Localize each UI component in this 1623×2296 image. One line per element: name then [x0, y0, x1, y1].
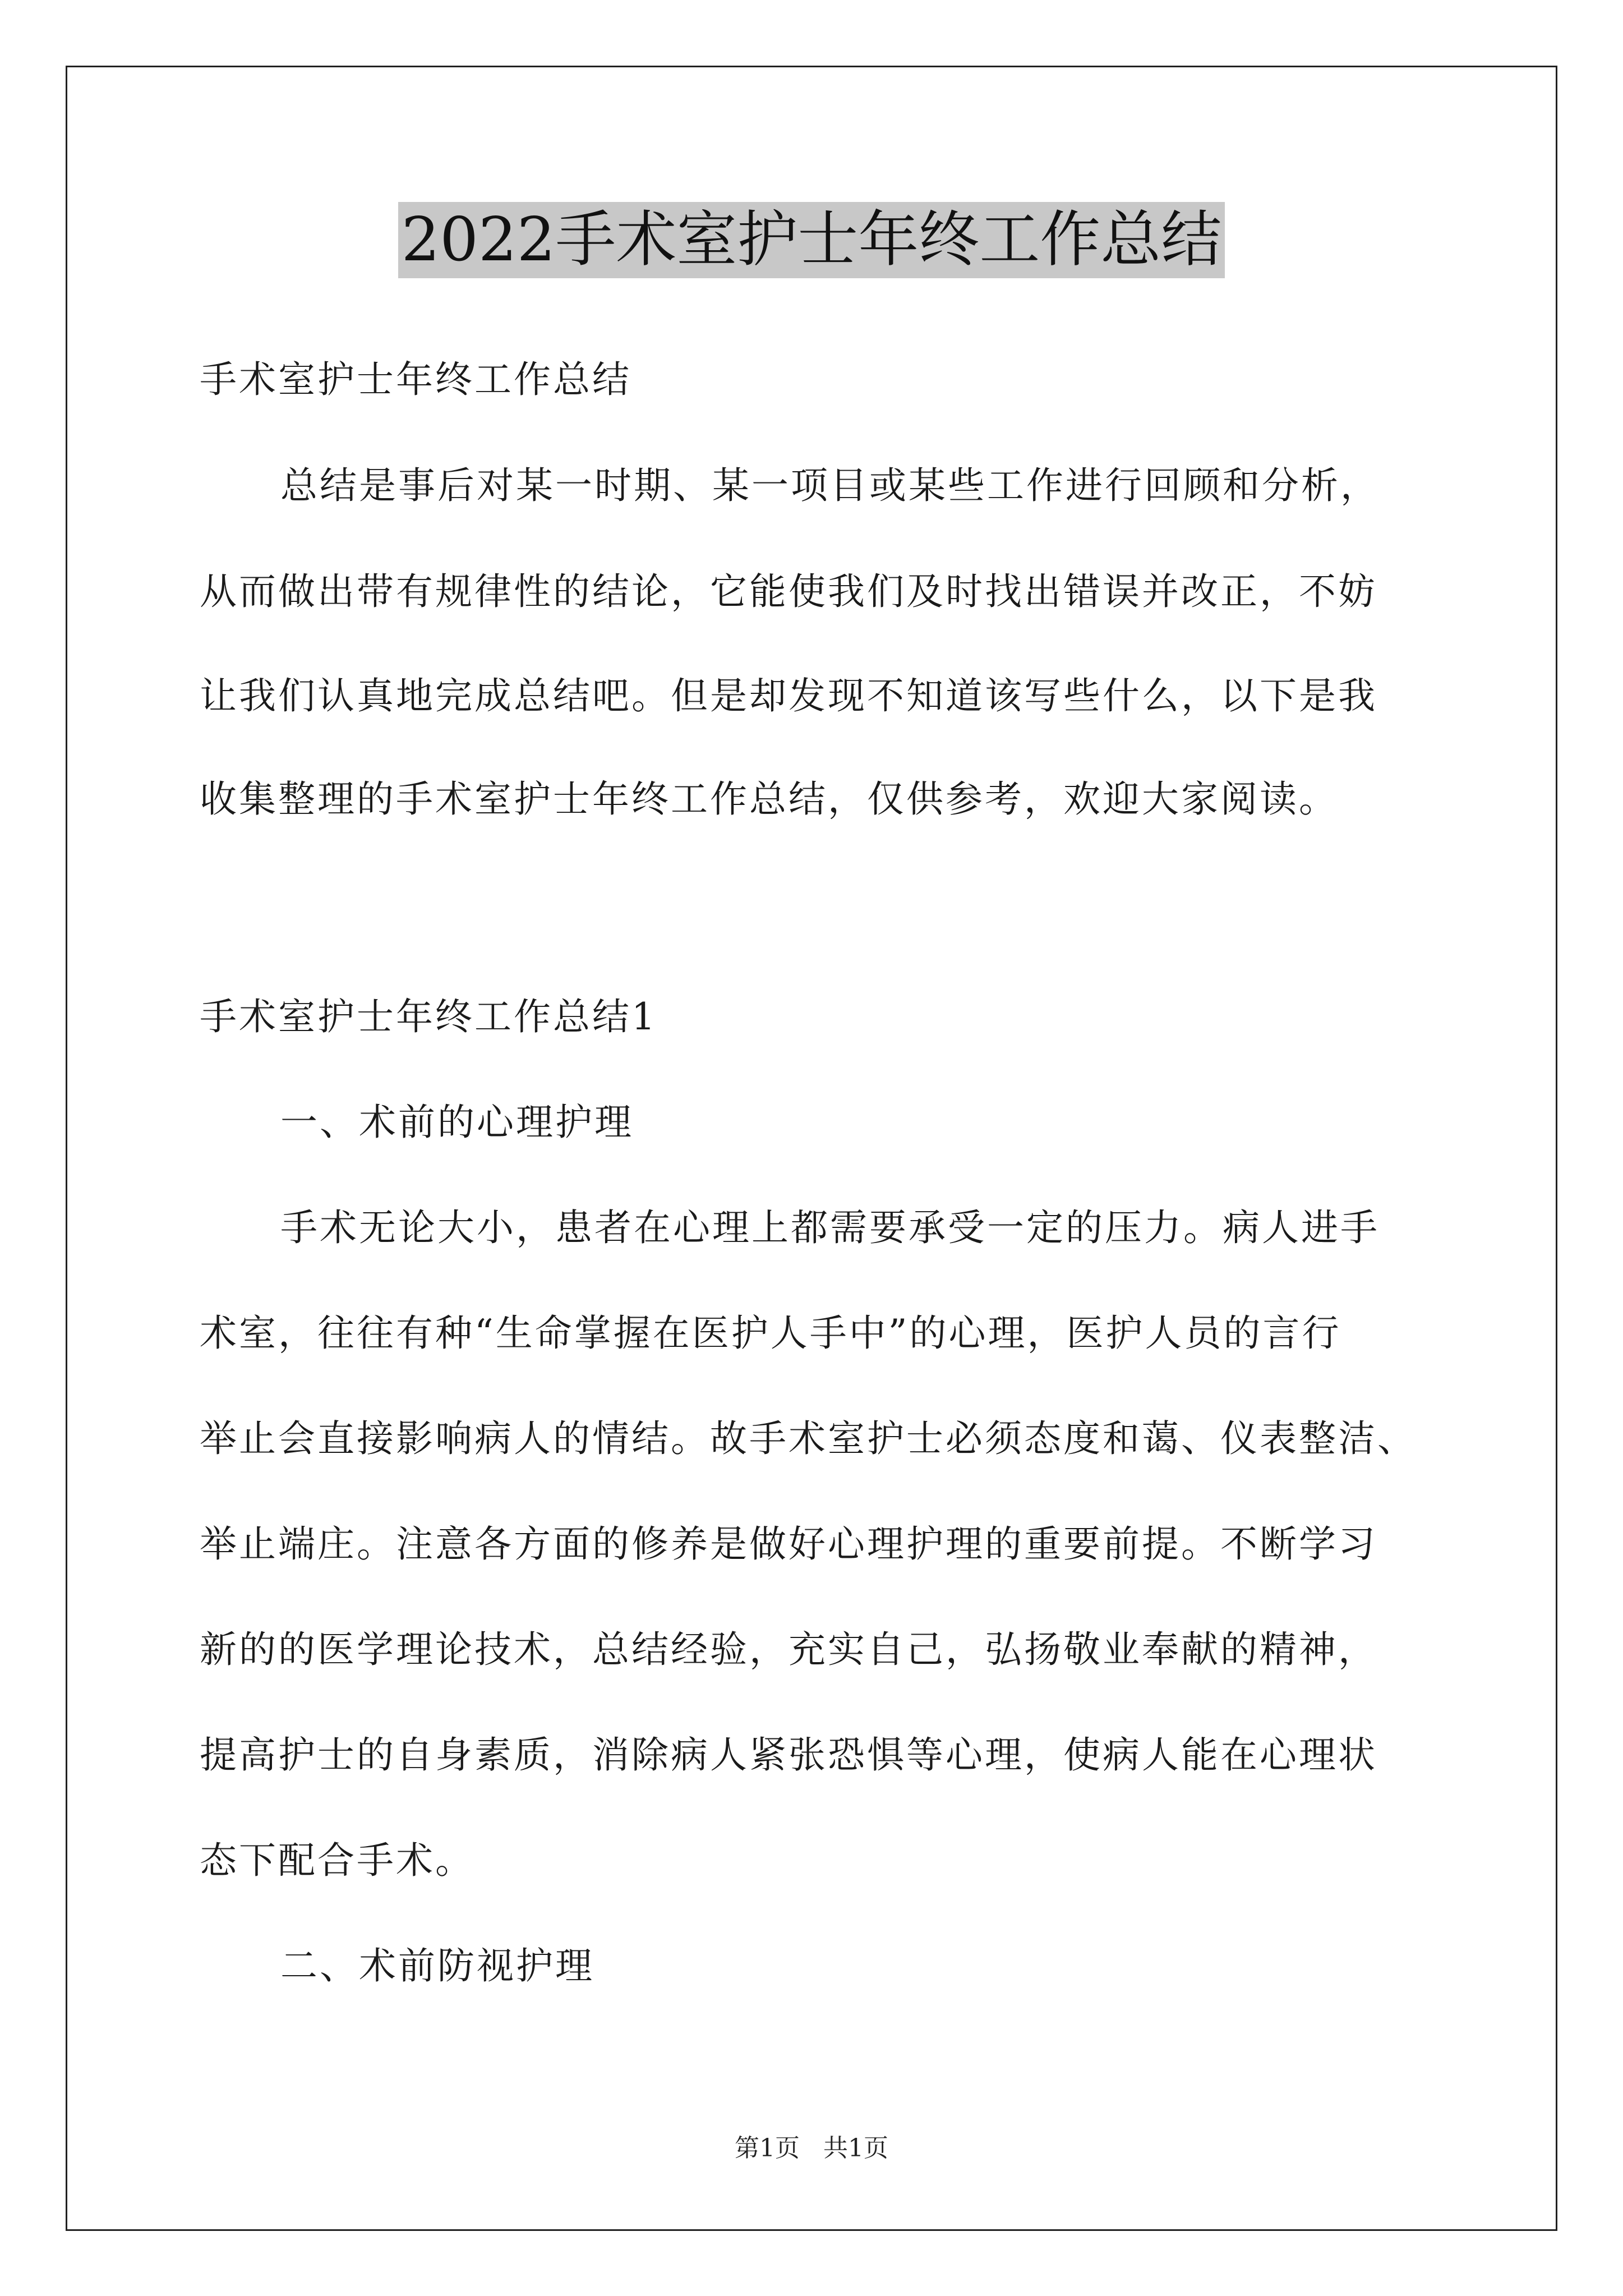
part1-line-5: 新的的医学理论技术，总结经验，充实自己，弘扬敬业奉献的精神， [200, 1628, 1377, 1671]
intro-line-1: 总结是事后对某一时期、某一项目或某些工作进行回顾和分析， [280, 464, 1380, 507]
document-subtitle: 手术室护士年终工作总结 [200, 358, 631, 401]
intro-line-2: 从而做出带有规律性的结论，它能使我们及时找出错误并改正，不妨 [200, 570, 1377, 613]
part1-line-7: 态下配合手术。 [200, 1839, 474, 1882]
part1-line-3: 举止会直接影响病人的情结。故手术室护士必须态度和蔼、仪表整洁、 [200, 1417, 1417, 1460]
part1-line-4: 举止端庄。注意各方面的修养是做好心理护理的重要前提。不断学习 [200, 1522, 1377, 1566]
title-container [0, 202, 1623, 278]
part1-line-6: 提高护士的自身素质，消除病人紧张恐惧等心理，使病人能在心理状 [200, 1733, 1377, 1777]
section-heading: 手术室护士年终工作总结1 [200, 995, 657, 1038]
intro-line-3: 让我们认真地完成总结吧。但是却发现不知道该写些什么，以下是我 [200, 674, 1377, 717]
part2-heading: 二、术前防视护理 [280, 1944, 594, 1987]
page-number-total: 共1页 [823, 2134, 888, 2162]
page-number-current: 第1页 [735, 2134, 800, 2162]
part1-heading: 一、术前的心理护理 [280, 1101, 634, 1144]
document-title: 2022手术室护士年终工作总结 [398, 202, 1225, 278]
page-footer [0, 2132, 1623, 2165]
part1-line-2: 术室，往往有种“生命掌握在医护人手中”的心理，医护人员的言行 [200, 1312, 1341, 1355]
part1-line-1: 手术无论大小，患者在心理上都需要承受一定的压力。病人进手 [280, 1206, 1380, 1249]
intro-line-4: 收集整理的手术室护士年终工作总结，仅供参考，欢迎大家阅读。 [200, 777, 1338, 821]
